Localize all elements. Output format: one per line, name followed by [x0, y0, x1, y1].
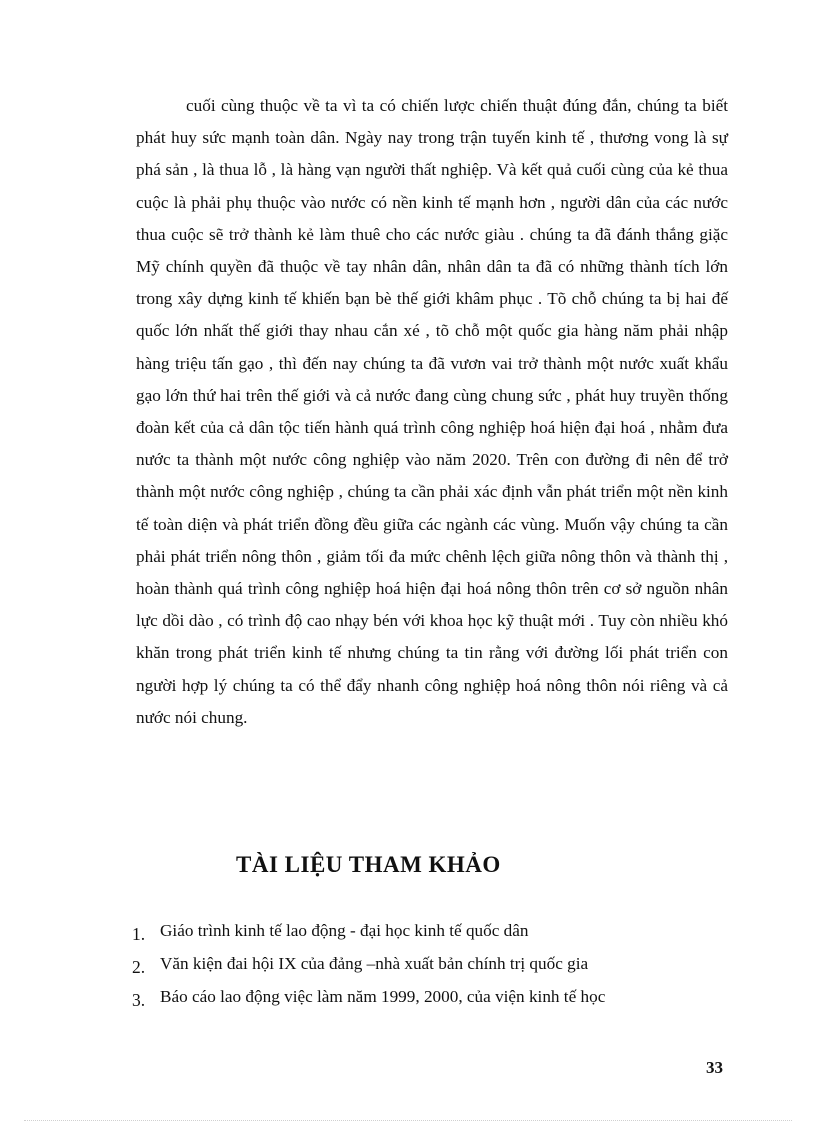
reference-number: 3.: [132, 990, 146, 1010]
reference-item: [132, 953, 732, 986]
reference-number: 2.: [132, 957, 146, 977]
reference-number: 1.: [132, 924, 146, 944]
references-list: [132, 920, 732, 1019]
reference-item: [132, 986, 732, 1019]
body-paragraph: cuối cùng thuộc về ta vì ta có chiến lược chiến thuật đúng đắn, chúng ta biết phát huy sức mạnh toàn dân. Ngày nay trong trận tuyến kinh tế , thương vong là sự phá sản , là thua lỗ , là hàng vạn người thất nghiệp. Và kết quả cuối cùng của kẻ thua cuộc là phải phụ thuộc vào nước có nền kinh tế mạnh hơn , người dân của các nước thua cuộc sẽ trở thành kẻ làm thuê cho các nước giàu . chúng ta đã đánh thắng giặc Mỹ chính quyền đã thuộc về tay nhân dân, nhân dân ta đã có những thành tích lớn trong xây dựng kinh tế khiến bạn bè thế giới khâm phục . Tõ chỗ chúng ta bị hai đế quốc lớn nhất thế giới thay nhau cắn xé , tõ chỗ một quốc gia hàng năm phải nhập hàng triệu tấn gạo , thì đến nay chúng ta đã vươn vai trở thành một nước xuất khẩu gạo lớn thứ hai trên thế giới và cả nước đang cùng chung sức , phát huy truyền thống đoàn kết của cả dân tộc tiến hành quá trình công nghiệp hoá hiện đại hoá , nhằm đưa nước ta thành một nước công nghiệp vào năm 2020. Trên con đường đi nên để trở thành một nước công nghiệp , chúng ta cần phải xác định vẫn phát triển một nền kinh tế toàn diện và phát triển đồng đều giữa các ngành các vùng. Muốn vậy chúng ta cần phải phát triển nông thôn , giảm tối đa mức chênh lệch giữa nông thôn và thành thị , hoàn thành quá trình công nghiệp hoá hiện đại hoá nông thôn trên cơ sở nguồn nhân lực dồi dào , có trình độ cao nhạy bén với khoa học kỹ thuật mới . Tuy còn nhiều khó khăn trong phát triển kinh tế nhưng chúng ta tin rằng với đường lối phát triển con người hợp lý chúng ta có thể đẩy nhanh công nghiệp hoá nông thôn nói riêng và cả nước nói chung.: [136, 96, 728, 727]
references-heading: TÀI LIỆU THAM KHẢO: [236, 852, 501, 877]
reference-text: Giáo trình kinh tế lao động - đại học kinh tế quốc dân: [160, 921, 529, 940]
reference-text: Báo cáo lao động việc làm năm 1999, 2000, của viện kinh tế học: [160, 987, 606, 1006]
reference-text: Văn kiện đai hội IX của đảng –nhà xuất bản chính trị quốc gia: [160, 954, 589, 973]
reference-item: [132, 920, 732, 953]
page-bottom-divider: [24, 1120, 792, 1121]
page-number: 33: [706, 1058, 723, 1077]
